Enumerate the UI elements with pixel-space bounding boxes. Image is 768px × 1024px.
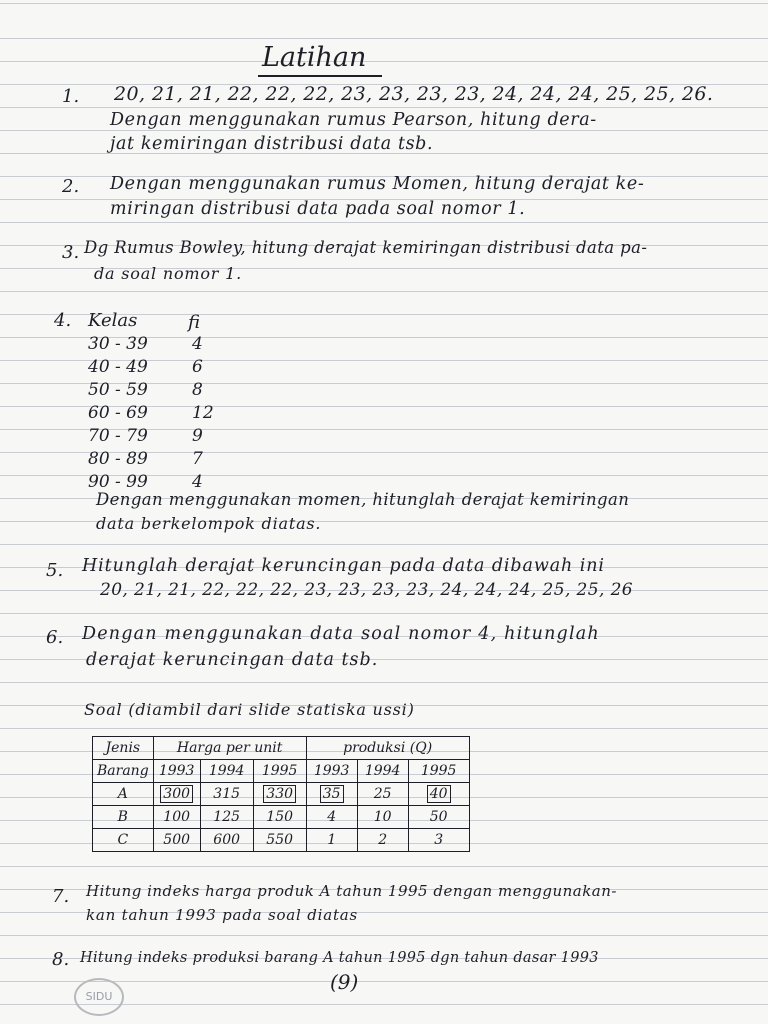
table-cell: 50	[408, 806, 469, 829]
boxed-value: 35	[320, 785, 344, 803]
q7-number: 7.	[52, 886, 70, 907]
q4-kelas-cell: 70 - 79	[88, 426, 148, 446]
q6-line2: derajat keruncingan data tsb.	[86, 650, 379, 670]
table-header-row	[93, 737, 470, 760]
table-row-label: A	[93, 783, 154, 806]
q5-number: 5.	[46, 560, 64, 581]
table-cell: 3	[408, 829, 469, 852]
table-cell: 125	[200, 806, 253, 829]
boxed-value: 330	[263, 785, 296, 803]
q2-number: 2.	[62, 176, 80, 197]
table-cell	[253, 783, 306, 806]
table-cell: 100	[153, 806, 200, 829]
table-year-cell: 1994	[200, 760, 253, 783]
table-cell	[306, 783, 357, 806]
price-production-table	[92, 736, 470, 852]
q3-line1: Dg Rumus Bowley, hitung derajat kemiringan distribusi data pa-	[84, 238, 648, 257]
page-number: (9)	[330, 970, 359, 994]
sidu-stamp-logo: SIDU	[74, 978, 124, 1016]
table-year-row	[93, 760, 470, 783]
table-row-label: B	[93, 806, 154, 829]
q7-line2: kan tahun 1993 pada soal diatas	[86, 906, 359, 924]
table-cell: 25	[357, 783, 408, 806]
table-cell: 600	[200, 829, 253, 852]
boxed-value: 300	[160, 785, 193, 803]
q2-line1: Dengan menggunakan rumus Momen, hitung derajat ke-	[110, 174, 645, 194]
q1-data: 20, 21, 21, 22, 22, 22, 23, 23, 23, 23, 24, 24, 24, 25, 25, 26.	[114, 83, 714, 105]
table-row	[93, 806, 470, 829]
q4-number: 4.	[54, 310, 72, 331]
page-title: Latihan	[262, 42, 367, 73]
table-header-jenis: Jenis	[93, 737, 154, 760]
q6-line1: Dengan menggunakan data soal nomor 4, hitunglah	[82, 624, 600, 644]
q3-number: 3.	[62, 242, 80, 263]
table-year-cell: 1993	[153, 760, 200, 783]
q4-fi-header: fi	[188, 312, 201, 333]
table-cell: 150	[253, 806, 306, 829]
table-header-barang: Barang	[93, 760, 154, 783]
table-row	[93, 829, 470, 852]
table-cell: 550	[253, 829, 306, 852]
title-underline	[258, 75, 382, 77]
table-cell: 315	[200, 783, 253, 806]
table-row-label: C	[93, 829, 154, 852]
q4-kelas-cell: 80 - 89	[88, 449, 148, 469]
q8-number: 8.	[52, 949, 70, 970]
table-header-harga: Harga per unit	[153, 737, 306, 760]
q4-line2: data berkelompok diatas.	[96, 514, 322, 533]
q4-kelas-cell: 50 - 59	[88, 380, 148, 400]
table-cell: 500	[153, 829, 200, 852]
q4-fi-cell: 9	[192, 426, 203, 446]
q4-fi-cell: 4	[192, 472, 203, 492]
q1-number: 1.	[62, 86, 80, 107]
soal-note: Soal (diambil dari slide statiska ussi)	[84, 700, 415, 719]
q1-line1: Dengan menggunakan rumus Pearson, hitung dera-	[110, 110, 597, 130]
q4-kelas-cell: 30 - 39	[88, 334, 148, 354]
q2-line2: miringan distribusi data pada soal nomor 1.	[110, 199, 526, 219]
q4-kelas-cell: 90 - 99	[88, 472, 148, 492]
table-header-produksi: produksi (Q)	[306, 737, 469, 760]
q4-line1: Dengan menggunakan momen, hitunglah derajat kemiringan	[96, 490, 630, 509]
table-year-cell: 1995	[408, 760, 469, 783]
q4-kelas-cell: 40 - 49	[88, 357, 148, 377]
table-cell: 1	[306, 829, 357, 852]
table-cell	[408, 783, 469, 806]
q5-line1: Hitunglah derajat keruncingan pada data dibawah ini	[82, 556, 605, 576]
q4-fi-cell: 8	[192, 380, 203, 400]
q4-fi-cell: 6	[192, 357, 203, 377]
table-year-cell: 1993	[306, 760, 357, 783]
q4-fi-cell: 12	[192, 403, 214, 423]
q4-fi-cell: 4	[192, 334, 203, 354]
q4-fi-cell: 7	[192, 449, 203, 469]
table-year-cell: 1995	[253, 760, 306, 783]
table-cell	[153, 783, 200, 806]
table-cell: 4	[306, 806, 357, 829]
q7-line1: Hitung indeks harga produk A tahun 1995 dengan menggunakan-	[86, 882, 617, 900]
table-year-cell: 1994	[357, 760, 408, 783]
q8-line1: Hitung indeks produksi barang A tahun 1995 dgn tahun dasar 1993	[80, 950, 599, 966]
q4-kelas-header: Kelas	[88, 310, 138, 331]
table-cell: 2	[357, 829, 408, 852]
table-cell: 10	[357, 806, 408, 829]
q1-line2: jat kemiringan distribusi data tsb.	[110, 134, 434, 154]
q3-line2: da soal nomor 1.	[94, 264, 242, 283]
q5-data: 20, 21, 21, 22, 22, 22, 23, 23, 23, 23, 24, 24, 24, 25, 25, 26	[100, 580, 634, 600]
q6-number: 6.	[46, 627, 64, 648]
q4-kelas-cell: 60 - 69	[88, 403, 148, 423]
boxed-value: 40	[427, 785, 451, 803]
table-row	[93, 783, 470, 806]
